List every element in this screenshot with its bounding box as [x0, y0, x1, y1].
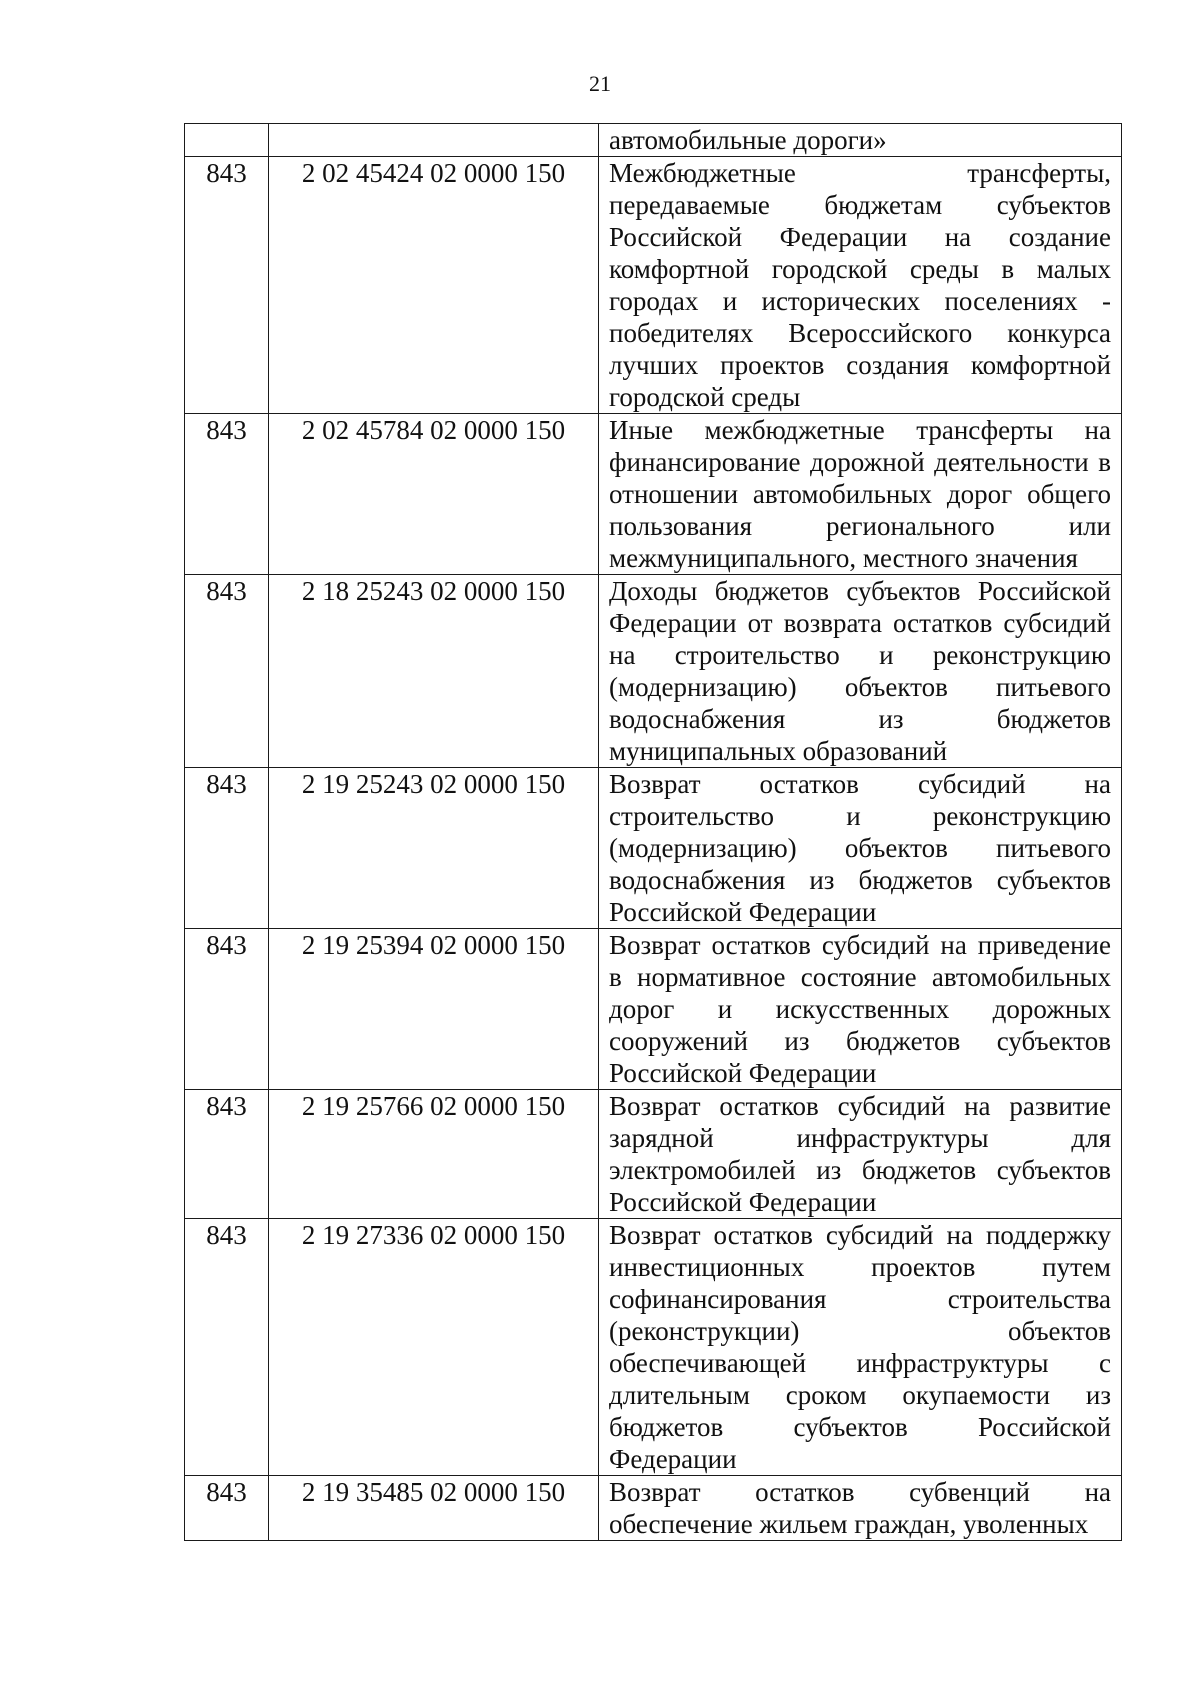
admin-code-cell: 843: [185, 1219, 269, 1476]
budget-classification-table: [184, 123, 1122, 1541]
table-row: [185, 1090, 1122, 1219]
table-row: [185, 929, 1122, 1090]
admin-code-cell: 843: [185, 157, 269, 414]
table-row: [185, 157, 1122, 414]
table-row: [185, 414, 1122, 575]
budget-code-cell: [269, 124, 599, 157]
budget-code-cell: 2 19 25243 02 0000 150: [269, 768, 599, 929]
admin-code-cell: 843: [185, 768, 269, 929]
table-row: [185, 575, 1122, 768]
table-row: [185, 768, 1122, 929]
budget-code-cell: 2 02 45424 02 0000 150: [269, 157, 599, 414]
admin-code-cell: 843: [185, 1090, 269, 1219]
admin-code-cell: [185, 124, 269, 157]
budget-code-cell: 2 18 25243 02 0000 150: [269, 575, 599, 768]
description-cell: Возврат остатков субсидий на приведение в нормативное состояние автомобильных дорог и искусственных дорожных сооружений из бюджетов субъектов Российской Федерации: [599, 929, 1122, 1090]
budget-code-cell: 2 19 35485 02 0000 150: [269, 1476, 599, 1541]
admin-code-cell: 843: [185, 1476, 269, 1541]
admin-code-cell: 843: [185, 929, 269, 1090]
description-cell: Возврат остатков субсидий на строительство и реконструкцию (модернизацию) объектов питьевого водоснабжения из бюджетов субъектов Российской Федерации: [599, 768, 1122, 929]
table-row: [185, 1219, 1122, 1476]
description-cell: Межбюджетные трансферты, передаваемые бюджетам субъектов Российской Федерации на создание комфортной городской среды в малых городах и исторических поселениях - победителях Всероссийского конкурса лучших проектов создания комфортной городской среды: [599, 157, 1122, 414]
description-cell: Возврат остатков субсидий на развитие зарядной инфраструктуры для электромобилей из бюджетов субъектов Российской Федерации: [599, 1090, 1122, 1219]
description-cell: Доходы бюджетов субъектов Российской Федерации от возврата остатков субсидий на строительство и реконструкцию (модернизацию) объектов питьевого водоснабжения из бюджетов муниципальных образований: [599, 575, 1122, 768]
description-cell: Возврат остатков субвенций на обеспечение жильем граждан, уволенных: [599, 1476, 1122, 1541]
table-row: [185, 124, 1122, 157]
budget-code-cell: 2 02 45784 02 0000 150: [269, 414, 599, 575]
description-cell: автомобильные дороги»: [599, 124, 1122, 157]
budget-code-cell: 2 19 25766 02 0000 150: [269, 1090, 599, 1219]
budget-code-cell: 2 19 27336 02 0000 150: [269, 1219, 599, 1476]
table-row: [185, 1476, 1122, 1541]
admin-code-cell: 843: [185, 575, 269, 768]
page-number: 21: [589, 71, 611, 96]
description-cell: Возврат остатков субсидий на поддержку инвестиционных проектов путем софинансирования строительства (реконструкции) объектов обеспечивающей инфраструктуры с длительным сроком окупаемости из бюджетов субъектов Российской Федерации: [599, 1219, 1122, 1476]
description-cell: Иные межбюджетные трансферты на финансирование дорожной деятельности в отношении автомобильных дорог общего пользования регионального или межмуниципального, местного значения: [599, 414, 1122, 575]
budget-code-cell: 2 19 25394 02 0000 150: [269, 929, 599, 1090]
admin-code-cell: 843: [185, 414, 269, 575]
